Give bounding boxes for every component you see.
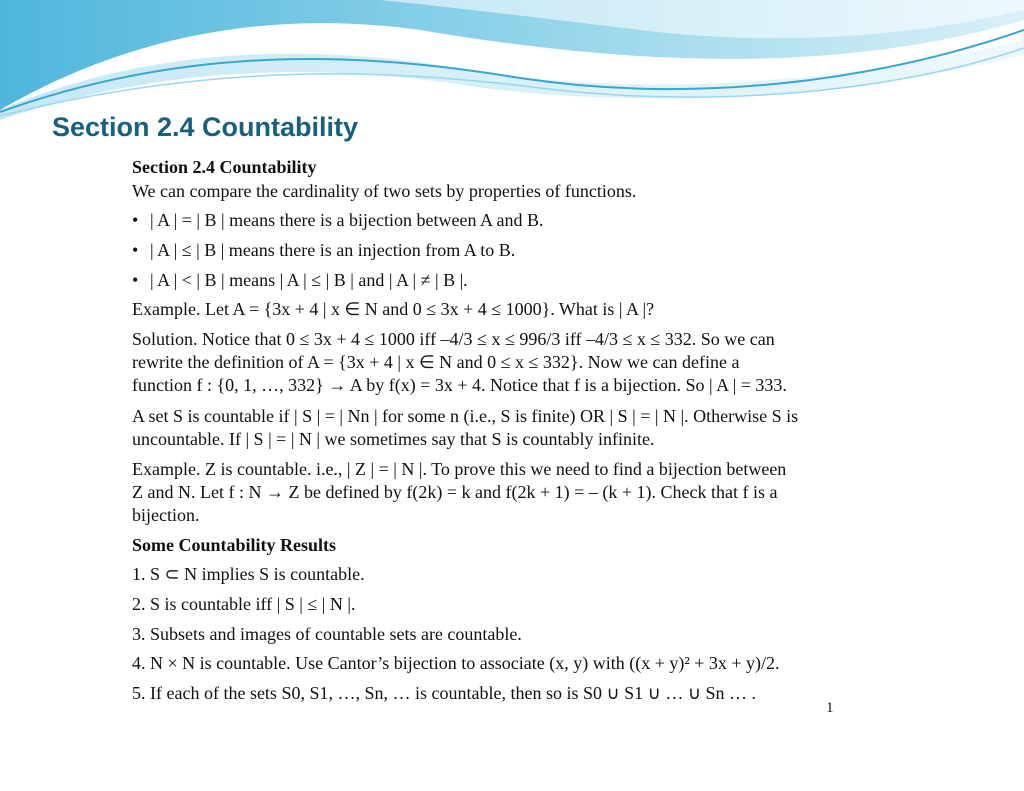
bullet-item: • | A | < | B | means | A | ≤ | B | and | A | ≠ | B |. bbox=[132, 270, 468, 290]
header-swoosh-decoration bbox=[0, 0, 1024, 120]
example-2-line: Example. Z is countable. i.e., | Z | = | N |. To prove this we need to find a bijection between bbox=[132, 459, 787, 479]
slide-title: Section 2.4 Countability bbox=[52, 112, 359, 142]
result-item: 4. N × N is countable. Use Cantor’s bijection to associate (x, y) with ((x + y)² + 3x + y)/2. bbox=[132, 653, 780, 673]
example-2-line: bijection. bbox=[132, 505, 200, 525]
result-item: 3. Subsets and images of countable sets are countable. bbox=[132, 624, 522, 644]
result-item: 1. S ⊂ N implies S is countable. bbox=[132, 564, 365, 584]
solution-line: function f : {0, 1, …, 332} → A by f(x) = 3x + 4. Notice that f is a bijection. So | A | = 333. bbox=[132, 375, 787, 395]
example-2-line: Z and N. Let f : N → Z be defined by f(2k) = k and f(2k + 1) = – (k + 1). Check that f is a bbox=[132, 482, 778, 502]
bullet-item: • | A | ≤ | B | means there is an injection from A to B. bbox=[132, 240, 516, 260]
solution-line: rewrite the definition of A = {3x + 4 | x ∈ N and 0 ≤ x ≤ 332}. Now we can define a bbox=[132, 352, 740, 372]
result-item: 2. S is countable iff | S | ≤ | N |. bbox=[132, 594, 356, 614]
bullet-item: • | A | = | B | means there is a bijection between A and B. bbox=[132, 210, 544, 230]
page-number: 1 bbox=[826, 700, 834, 716]
solution-line: Solution. Notice that 0 ≤ 3x + 4 ≤ 1000 iff –4/3 ≤ x ≤ 996/3 iff –4/3 ≤ x ≤ 332. So we can bbox=[132, 329, 775, 349]
definition-line: uncountable. If | S | = | N | we sometimes say that S is countably infinite. bbox=[132, 429, 655, 449]
document-image bbox=[128, 154, 870, 714]
doc-intro: We can compare the cardinality of two sets by properties of functions. bbox=[132, 181, 637, 201]
doc-heading: Section 2.4 Countability bbox=[132, 157, 317, 177]
example-1: Example. Let A = {3x + 4 | x ∈ N and 0 ≤ 3x + 4 ≤ 1000}. What is | A |? bbox=[132, 299, 655, 319]
result-item: 5. If each of the sets S0, S1, …, Sn, … is countable, then so is S0 ∪ S1 ∪ … ∪ Sn … . bbox=[132, 683, 757, 703]
definition-line: A set S is countable if | S | = | Nn | for some n (i.e., S is finite) OR | S | = | N |. Otherwise S is bbox=[132, 406, 799, 426]
results-heading: Some Countability Results bbox=[132, 535, 337, 555]
